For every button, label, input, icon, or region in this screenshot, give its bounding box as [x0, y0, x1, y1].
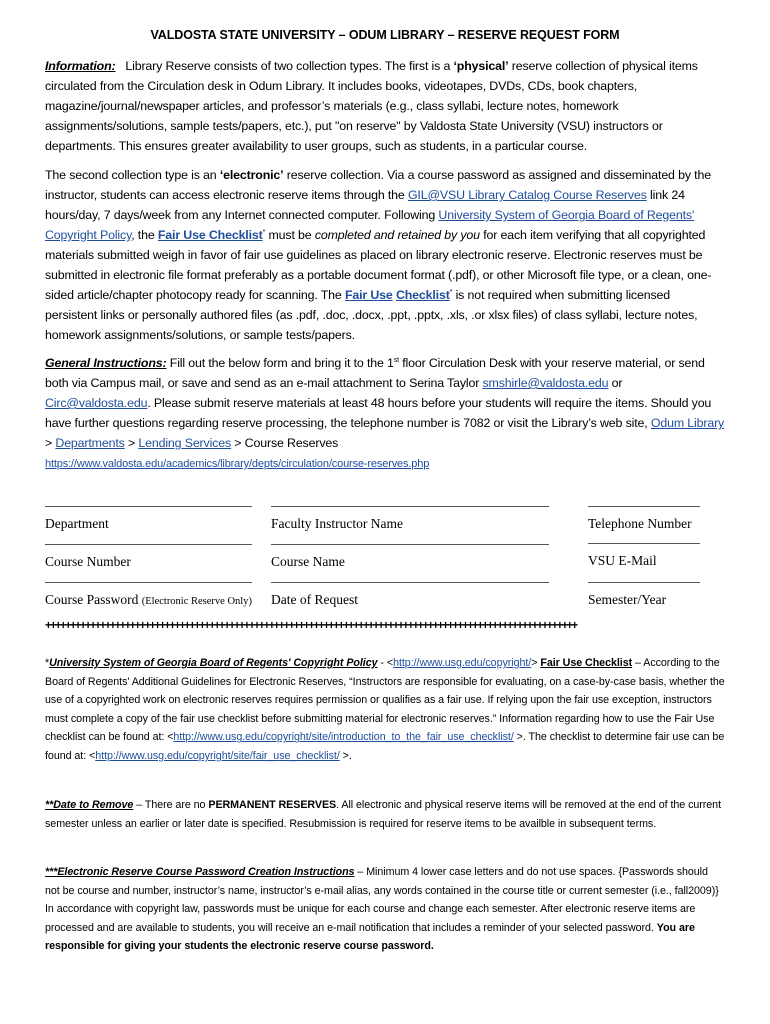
physical-term: ‘physical’ — [453, 59, 509, 73]
semester-year-label: Semester/Year — [588, 592, 667, 607]
department-line — [45, 506, 252, 507]
department-label: Department — [45, 516, 109, 531]
vsu-email-label: VSU E-Mail — [588, 553, 657, 568]
faculty-instructor-label: Faculty Instructor Name — [271, 516, 403, 531]
foot3-text-1: – Minimum 4 lower case letters and do not use spaces. {Passwords should not be course and number, instructor’s name, instructor’s e-mail alias, any words contained in the course title or current semester (i.e., fall2009)} In accordance with copyright law, passwords must be unique for each course and change each semester. After electronic reserve items are processed and are available to students, you will receive an e-mail notification that includes a reminder of your selected password. — [45, 866, 719, 934]
course-reserves-url-link[interactable]: https://www.valdosta.edu/academics/library/depts/circulation/course-reserves.php — [45, 458, 430, 470]
course-password-line — [45, 582, 252, 583]
plus-separator: +++++++++++++++++++++++++++++++++++++++++++++++++++++++++++++++++++++++++++++++++++++++++++++++++++++++++++ — [45, 620, 577, 632]
course-password-note: (Electronic Reserve Only) — [141, 596, 252, 607]
usg-copyright-policy-link[interactable]: University System of Georgia Board of Regents' Copyright Policy — [45, 208, 695, 242]
checklist-link[interactable]: Checklist — [395, 288, 450, 302]
footnote-star: * — [262, 228, 266, 236]
email-link-smshirle[interactable]: smshirle@valdosta.edu — [482, 376, 609, 390]
fair-use-checklist-title: Fair Use Checklist — [540, 657, 633, 669]
page-title: VALDOSTA STATE UNIVERSITY – ODUM LIBRARY – RESERVE REQUEST FORM — [150, 28, 620, 42]
foot1-text-4: >. The checklist to determine fair use can be found at: < — [45, 731, 725, 762]
footnote-star-marker: * — [45, 657, 50, 669]
fair-use-intro-url-link[interactable]: http://www.usg.edu/copyright/site/introduction_to_the_fair_use_checklist/ — [173, 731, 514, 744]
ordinal-suffix: st — [393, 356, 399, 364]
foot1-text-2: > — [531, 657, 541, 669]
general-text-1: Fill out the below form and bring it to the 1 — [166, 356, 394, 370]
footnote-date-to-remove — [45, 796, 725, 833]
gil-course-reserves-link[interactable]: GIL@VSU Library Catalog Course Reserves — [407, 188, 647, 202]
general-instructions-paragraph — [45, 353, 725, 474]
breadcrumb-separator: > — [45, 436, 56, 450]
footnote-copyright-policy — [45, 654, 725, 766]
course-number-line — [45, 544, 252, 545]
second-text-1: The second collection type is an — [45, 168, 220, 182]
fair-use-checklist-link[interactable]: Fair Use Checklist — [157, 228, 263, 242]
fair-use-checklist-url-link[interactable]: http://www.usg.edu/copyright/site/fair_use_checklist/ — [95, 749, 340, 762]
breadcrumb-course-reserves: > Course Reserves — [231, 436, 339, 450]
second-text-7: is not required when submitting licensed persistent links or personally authored files (as .pdf, .doc, .docx, .ppt, .pptx, .xls, .or xlsx files) of class syllabi, lecture notes, homework assignments/solutions, or sample tests/papers. — [45, 288, 698, 342]
second-text-6: for each item verifying that all copyrighted materials submitted weigh in favor of fair use guidelines as placed on library electronic reserve. Electronic reserves must be submitted in electronic file format preferably as a portable document format (.pdf), or other Microsoft file type, or a clean, one-sided article/chapter photocopy ready for scanning. The — [45, 228, 712, 302]
usg-policy-title: University System of Georgia Board of Regents' Copyright Policy — [49, 657, 378, 669]
second-text-3: link 24 hours/day, 7 days/week from any Internet connected computer. Following — [45, 188, 685, 222]
telephone-label: Telephone Number — [588, 516, 692, 531]
telephone-line — [588, 506, 700, 507]
electronic-collection-paragraph — [45, 165, 725, 345]
lending-services-link[interactable]: Lending Services — [138, 436, 232, 450]
second-text-2: reserve collection. Via a course password as assigned and disseminated by the instructor, students can access electronic reserve items through the — [45, 168, 711, 202]
information-label: Information: — [45, 59, 116, 73]
date-of-request-label: Date of Request — [271, 592, 358, 607]
departments-link[interactable]: Departments — [55, 436, 125, 450]
course-password-label — [45, 592, 252, 608]
permanent-reserves-text: PERMANENT RESERVES — [208, 799, 337, 811]
vsu-email-line — [588, 543, 700, 544]
information-paragraph — [45, 56, 725, 156]
date-of-request-line — [271, 582, 549, 583]
breadcrumb-separator: > — [124, 436, 139, 450]
foot2-text-1: – There are no — [133, 799, 209, 811]
responsibility-statement: You are responsible for giving your students the electronic reserve course password. — [45, 921, 695, 953]
electronic-term: ‘electronic’ — [219, 168, 284, 182]
general-text-2: floor Circulation Desk with your reserve material, or send both via Campus mail, or save and send as an e-mail attachment to Serina Taylor — [45, 356, 705, 390]
course-password-text: Course Password — [45, 592, 139, 607]
semester-year-line — [588, 582, 700, 583]
foot1-text-1: - < — [377, 657, 394, 669]
second-text-5: must be — [265, 228, 315, 242]
faculty-instructor-line — [271, 506, 549, 507]
course-number-label: Course Number — [45, 554, 131, 569]
course-name-label: Course Name — [271, 554, 345, 569]
foot2-text-2: . All electronic and physical reserve items will be removed at the end of the current semester unless an earlier or later date is specified. Resubmission is required for reserve items to be availble in subsequent terms. — [45, 799, 721, 830]
completed-retained-text: completed and retained by you — [314, 228, 480, 242]
email-link-circ[interactable]: Circ@valdosta.edu — [45, 396, 148, 410]
foot1-text-5: >. — [339, 749, 352, 762]
usg-copyright-url-link[interactable]: http://www.usg.edu/copyright/ — [393, 657, 532, 669]
information-text-2: reserve collection of physical items circulated from the Circulation desk in Odum Library. It includes books, videotapes, DVDs, CDs, book chapters, magazine/journal/newspaper articles, and professor’s materials (e.g., class syllabi, lecture notes, homework assignments/solutions, sample tests/papers, etc.), put "on reserve" by Valdosta State University (VSU) instructors or departments. This ensures greater availability to user groups, such as students, in a particular course. — [45, 59, 698, 153]
general-instructions-label: General Instructions: — [45, 356, 167, 370]
date-to-remove-title: **Date to Remove — [45, 799, 134, 811]
password-instructions-title: ***Electronic Reserve Course Password Creation Instructions — [45, 866, 355, 878]
second-text-4: , the — [131, 228, 158, 242]
general-text-3: or — [608, 376, 623, 390]
information-text-1: Library Reserve consists of two collection types. The first is a — [125, 59, 454, 73]
foot1-text-3: – According to the Board of Regents' Additional Guidelines for Electronic Reserves, “Instructors are responsible for evaluating, on a case-by-case basis, whether the use of a copyrighted work on electronic reserves requires permission or qualifies as a fair use. If relying upon the fair use exception, instructors must complete a copy of the fair use checklist before submitting material for electronic reserves.” Information regarding how to use the Fair Use checklist can be found at: < — [45, 657, 725, 744]
footnote-star-2: * — [449, 288, 453, 296]
general-text-4: . Please submit reserve materials at least 48 hours before your students will require the items. Should you have further questions regarding reserve processing, the telephone number is 7082 or visit the Library’s web site, — [45, 396, 712, 430]
fair-use-link[interactable]: Fair Use — [344, 288, 393, 302]
odum-library-link[interactable]: Odum Library — [650, 416, 725, 430]
footnote-password-instructions — [45, 863, 725, 956]
course-name-line — [271, 544, 549, 545]
